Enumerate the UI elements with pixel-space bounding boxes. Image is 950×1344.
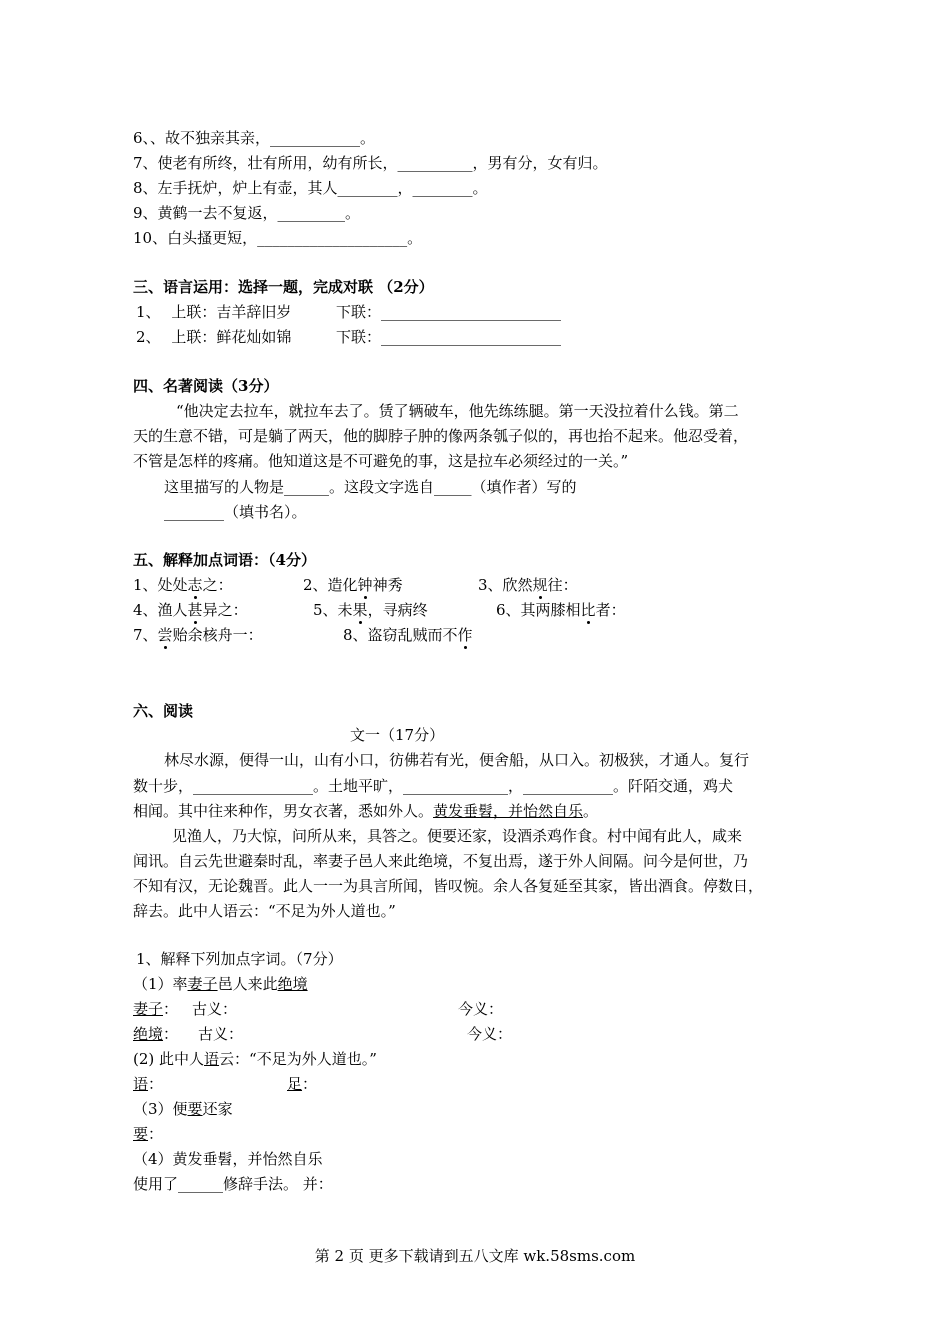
passage-line-4: 见渔人，乃大惊，问所从来，具答之。便要还家，设酒杀鸡作食。村中闻有此人，咸来: [172, 827, 743, 845]
question-1-1a: 妻子： 古义： 今义：: [133, 1000, 504, 1018]
fill-line-7: 7、使老有所终，壮有所用，幼有所长，__________，男有分，女有归。: [133, 154, 608, 172]
couplet-lower: 下联：________________________: [336, 328, 562, 346]
couplet-upper: 上联：鲜花灿如锦: [171, 328, 292, 346]
reading-subtitle: 文一（17分）: [350, 726, 445, 744]
excerpt-line-2: 天的生意不错，可是躺了两天，他的脚脖子肿的像两条瓠子似的，再也抬不起来。他忍受着，: [133, 427, 749, 445]
couplet-lower: 下联：________________________: [336, 303, 562, 321]
question-1-3: （3）便要还家: [133, 1100, 233, 1118]
dotted-item-6: 6、其两膝相比者：: [496, 601, 626, 619]
couplet-upper: 上联：吉羊辞旧岁: [171, 303, 292, 321]
dotted-item-1: 1、处处志之：: [133, 576, 233, 594]
question-1-heading: 1、解释下列加点字词。（7分）: [136, 950, 343, 968]
passage-line-7: 辞去。此中人语云：“不足为外人道也。”: [133, 902, 396, 920]
question-1-2: (2) 此中人语云：“不足为外人道也。”: [133, 1050, 377, 1068]
couplet-1: [136, 302, 562, 322]
dotted-item-8: 8、盗窃乱贼而不作: [343, 626, 473, 644]
couplet-number: 2、: [136, 328, 161, 346]
passage-line-3: 相闻。其中往来种作，男女衣著，悉如外人。黄发垂髫，并怡然自乐。: [133, 802, 599, 820]
question-1-4: （4）黄发垂髫，并怡然自乐: [133, 1150, 323, 1168]
page-footer: 第 2 页 更多下载请到五八文库 wk.58sms.com: [314, 1247, 636, 1265]
dotted-item-5: 5、未果，寻病终: [313, 601, 428, 619]
section-6-heading: 六、阅读: [133, 702, 194, 720]
question-1-2a: 语： 足：: [133, 1075, 318, 1093]
section-5-heading: 五、解释加点词语：（4分）: [133, 551, 316, 569]
dotted-item-3: 3、欣然规往：: [478, 576, 578, 594]
question-1-3a: 要：: [133, 1125, 164, 1143]
section-4-question-2: ________（填书名）。: [164, 503, 307, 521]
question-1-1b: 绝境： 古义： 今义：: [133, 1025, 513, 1043]
couplet-number: 1、: [136, 303, 161, 321]
passage-line-6: 不知有汉，无论魏晋。此人一一为具言所闻，皆叹惋。余人各复延至其家，皆出酒食。停数日，: [133, 877, 764, 895]
section-4-heading: 四、名著阅读（3分）: [133, 377, 279, 395]
dotted-item-7: 7、尝贻余核舟一：: [133, 626, 263, 644]
section-4-question-1: 这里描写的人物是______。这段文字选自_____（填作者）写的: [164, 478, 577, 496]
fill-line-9: 9、黄鹤一去不复返，_________。: [133, 204, 361, 222]
excerpt-line-3: 不管是怎样的疼痛。他知道这是不可避免的事，这是拉车必须经过的一关。”: [133, 452, 629, 470]
question-1-1: （1）率妻子邑人来此绝境: [133, 975, 308, 993]
excerpt-line-1: “他决定去拉车，就拉车去了。赁了辆破车，他先练练腿。第一天没拉着什么钱。第二: [176, 402, 739, 420]
question-1-4a: 使用了______修辞手法。 并：: [133, 1175, 333, 1193]
fill-line-6: 6、、故不独亲其亲，____________。: [133, 129, 376, 147]
couplet-2: [136, 327, 562, 347]
passage-line-2: 数十步，________________。土地平旷，______________，____________。阡陌交通，鸡犬: [133, 777, 734, 795]
section-3-heading: 三、语言运用：选择一题，完成对联 （2分）: [133, 278, 434, 296]
fill-line-8: 8、左手抚炉，炉上有壶，其人________，________。: [133, 179, 488, 197]
dotted-item-4: 4、渔人甚异之：: [133, 601, 248, 619]
passage-line-1: 林尽水源，便得一山，山有小口，彷佛若有光，便舍船，从口入。初极狭，才通人。复行: [164, 751, 750, 769]
fill-line-10: 10、白头搔更短，____________________。: [133, 229, 423, 247]
passage-line-5: 闻讯。自云先世避秦时乱，率妻子邑人来此绝境，不复出焉，遂于外人间隔。问今是何世，乃: [133, 852, 749, 870]
dotted-item-2: 2、造化钟神秀: [303, 576, 403, 594]
